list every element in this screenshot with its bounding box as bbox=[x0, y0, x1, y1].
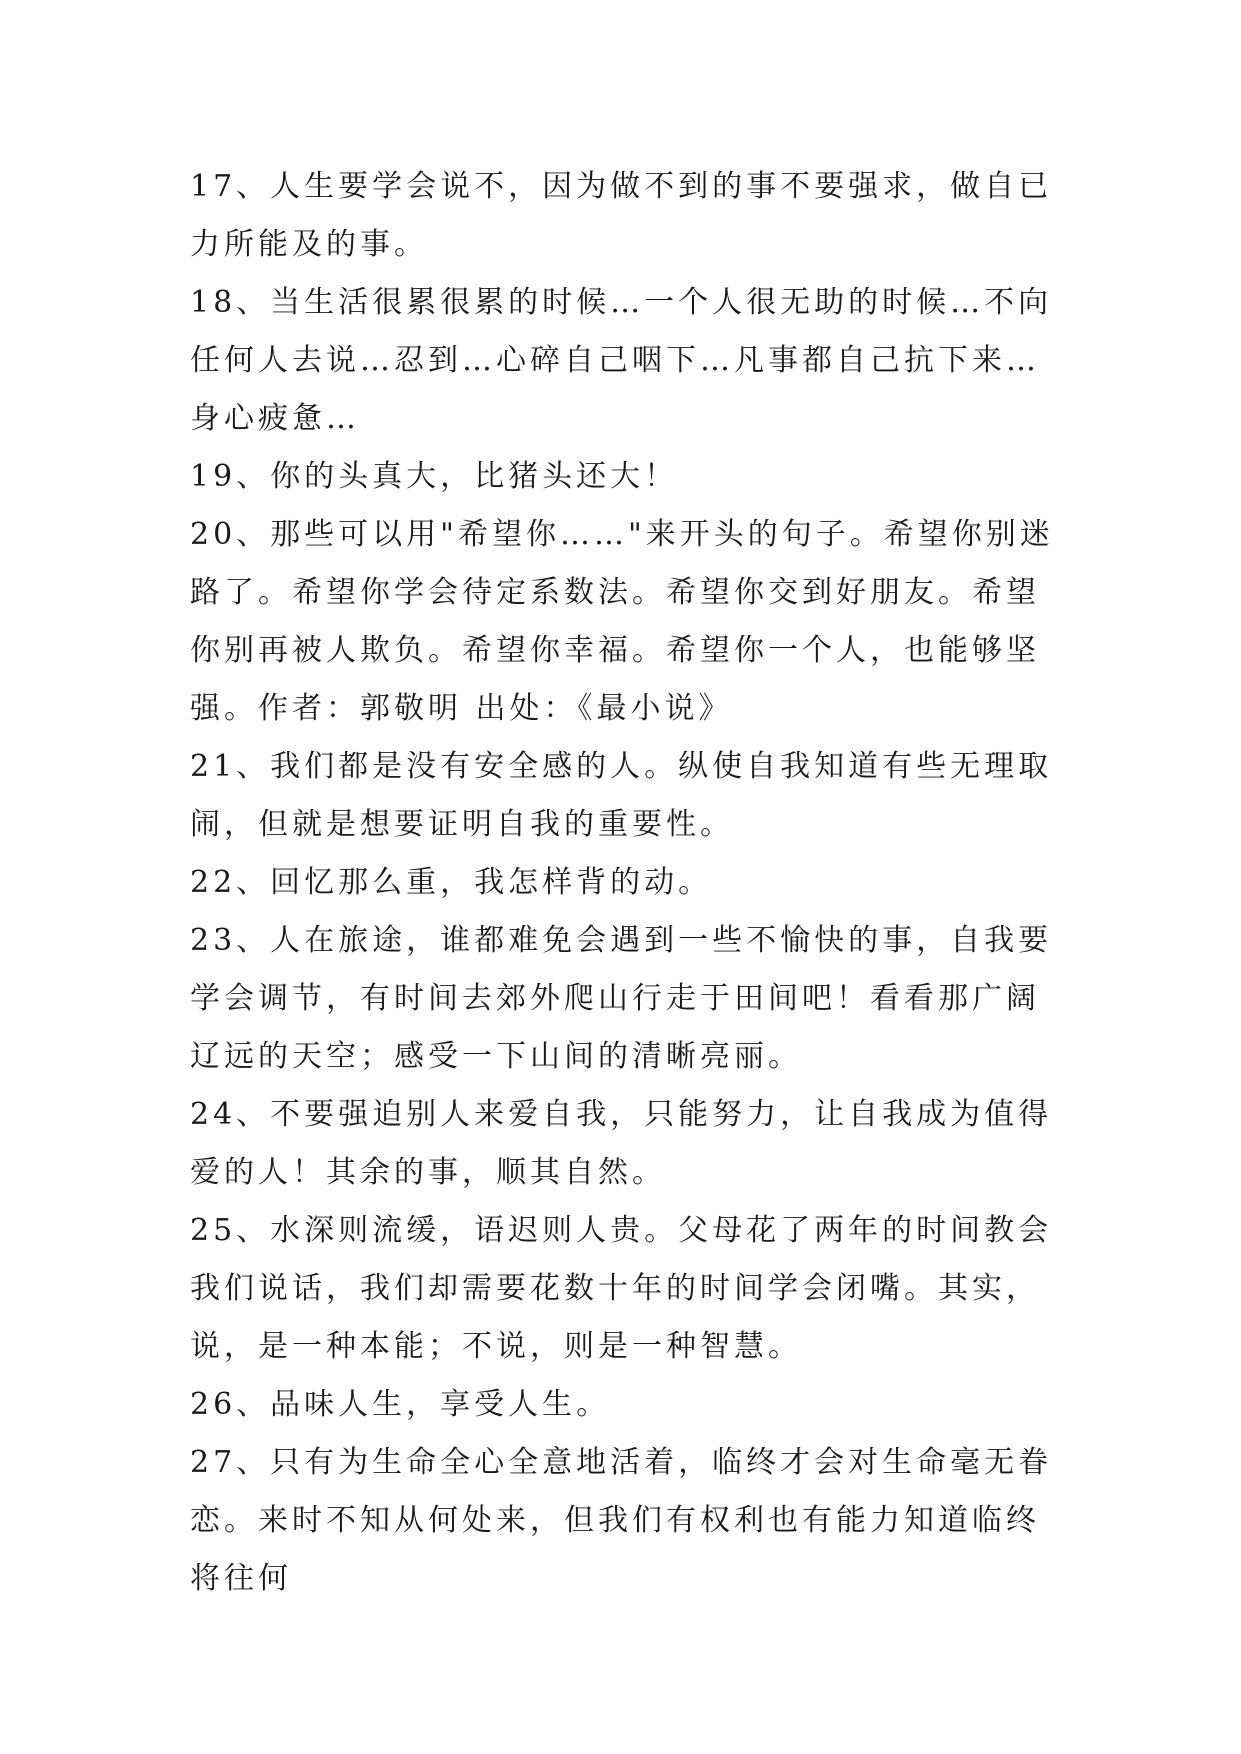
quote-21: 21、我们都是没有安全感的人。纵使自我知道有些无理取闹，但就是想要证明自我的重要性。 bbox=[190, 749, 1053, 842]
quote-23: 23、人在旅途，谁都难免会遇到一些不愉快的事，自我要学会调节，有时间去郊外爬山行走于田间吧！看看那广阔辽远的天空；感受一下山间的清晰亮丽。 bbox=[190, 923, 1053, 1074]
quote-17: 17、人生要学会说不，因为做不到的事不要强求，做自已力所能及的事。 bbox=[190, 169, 1053, 262]
quote-27: 27、只有为生命全心全意地活着，临终才会对生命毫无眷恋。来时不知从何处来，但我们有权利也有能力知道临终将往何 bbox=[190, 1445, 1053, 1596]
quote-25: 25、水深则流缓，语迟则人贵。父母花了两年的时间教会我们说话，我们却需要花数十年的时间学会闭嘴。其实，说，是一种本能；不说，则是一种智慧。 bbox=[190, 1213, 1053, 1364]
quote-19: 19、你的头真大，比猪头还大！ bbox=[190, 459, 679, 494]
document-page bbox=[190, 158, 1070, 1608]
quote-20: 20、那些可以用"希望你……"来开头的句子。希望你别迷路了。希望你学会待定系数法。希望你交到好朋友。希望你别再被人欺负。希望你幸福。希望你一个人，也能够坚强。作者：郭敬明 出处：《最小说》 bbox=[190, 517, 1054, 726]
quote-24: 24、不要强迫别人来爱自我，只能努力，让自我成为值得爱的人！其余的事，顺其自然。 bbox=[190, 1097, 1053, 1190]
quote-18: 18、当生活很累很累的时候…一个人很无助的时候…不向任何人去说…忍到…心碎自己咽下…凡事都自己抗下来…身心疲惫… bbox=[190, 285, 1053, 436]
quote-26: 26、品味人生，享受人生。 bbox=[190, 1387, 611, 1422]
quote-22: 22、回忆那么重，我怎样背的动。 bbox=[190, 865, 713, 900]
